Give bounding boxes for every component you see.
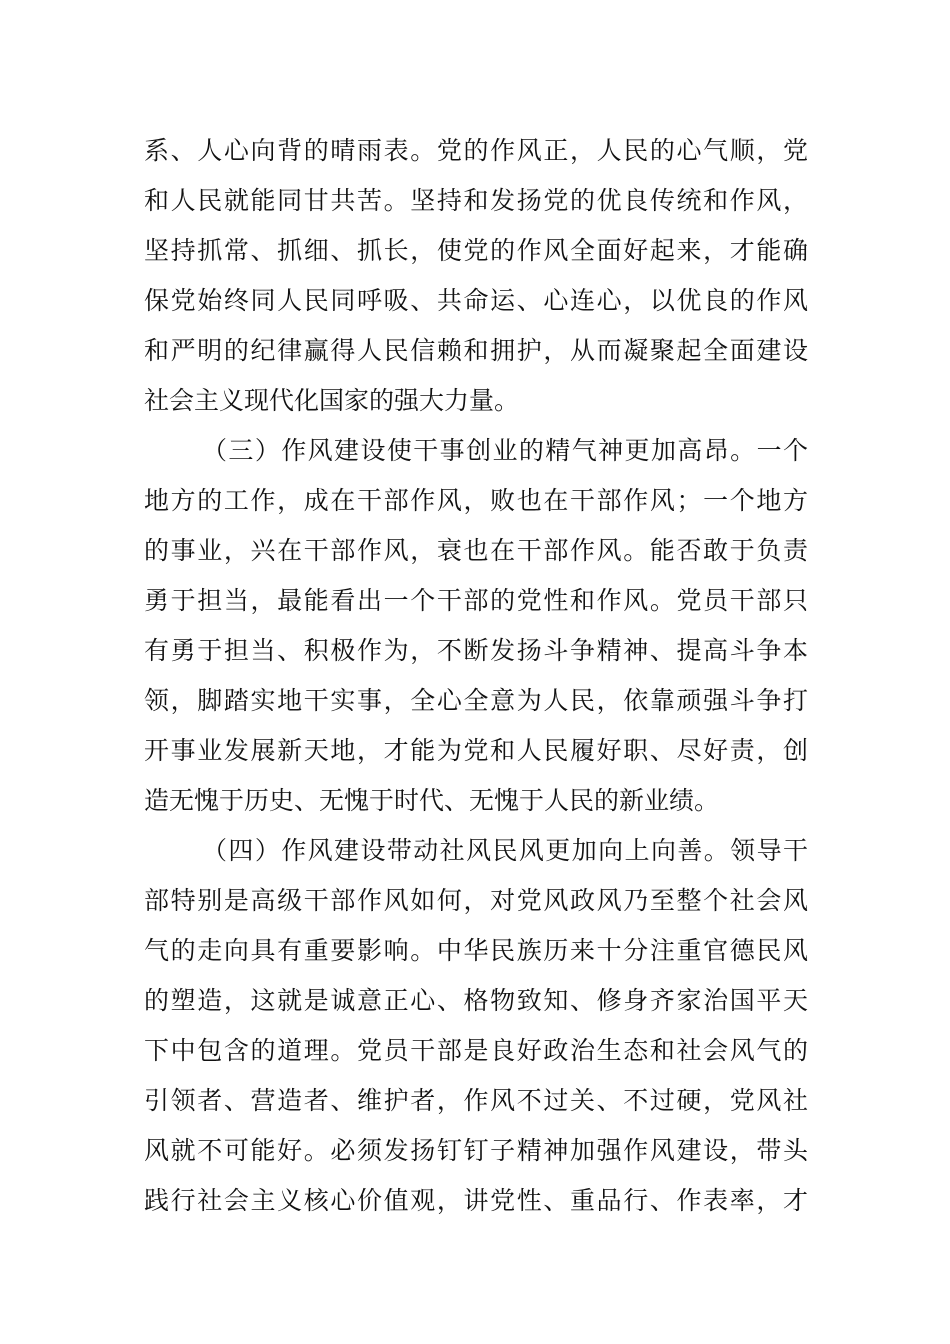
text-line: 坚持抓常、抓细、抓长，使党的作风全面好起来，才能确	[144, 236, 808, 265]
text-line: 有勇于担当、积极作为，不断发扬斗争精神、提高斗争本	[144, 636, 808, 665]
text-line: 系、人心向背的晴雨表。党的作风正，人民的心气顺，党	[144, 136, 808, 165]
text-line: 地方的工作，成在干部作风，败也在干部作风；一个地方	[144, 486, 808, 515]
text-line: 开事业发展新天地，才能为党和人民履好职、尽好责，创	[144, 736, 808, 765]
text-line: 的事业，兴在干部作风，衰也在干部作风。能否敢于负责	[144, 536, 808, 565]
text-line: 勇于担当，最能看出一个干部的党性和作风。党员干部只	[144, 586, 808, 615]
text-line: 社会主义现代化国家的强大力量。	[144, 386, 520, 415]
text-line: 风就不可能好。必须发扬钉钉子精神加强作风建设，带头	[144, 1136, 808, 1165]
text-line: 下中包含的道理。党员干部是良好政治生态和社会风气的	[144, 1036, 808, 1065]
text-line: 和严明的纪律赢得人民信赖和拥护，从而凝聚起全面建设	[144, 336, 808, 365]
text-line: 引领者、营造者、维护者，作风不过关、不过硬，党风社	[144, 1086, 808, 1115]
text-line: 造无愧于历史、无愧于时代、无愧于人民的新业绩。	[144, 786, 720, 815]
text-line: 保党始终同人民同呼吸、共命运、心连心，以优良的作风	[144, 286, 808, 315]
text-line: 领，脚踏实地干实事，全心全意为人民，依靠顽强斗争打	[144, 686, 808, 715]
paragraph-heading-line: （四）作风建设带动社风民风更加向上向善。领导干	[202, 836, 808, 865]
text-line: 部特别是高级干部作风如何，对党风政风乃至整个社会风	[144, 886, 808, 915]
body-text	[144, 126, 808, 1226]
text-line: 气的走向具有重要影响。中华民族历来十分注重官德民风	[144, 936, 808, 965]
text-line: 的塑造，这就是诚意正心、格物致知、修身齐家治国平天	[144, 986, 808, 1015]
text-line: 和人民就能同甘共苦。坚持和发扬党的优良传统和作风，	[144, 186, 808, 215]
paragraph-heading-line: （三）作风建设使干事创业的精气神更加高昂。一个	[202, 436, 808, 465]
text-line: 践行社会主义核心价值观，讲党性、重品行、作表率，才	[144, 1186, 808, 1215]
